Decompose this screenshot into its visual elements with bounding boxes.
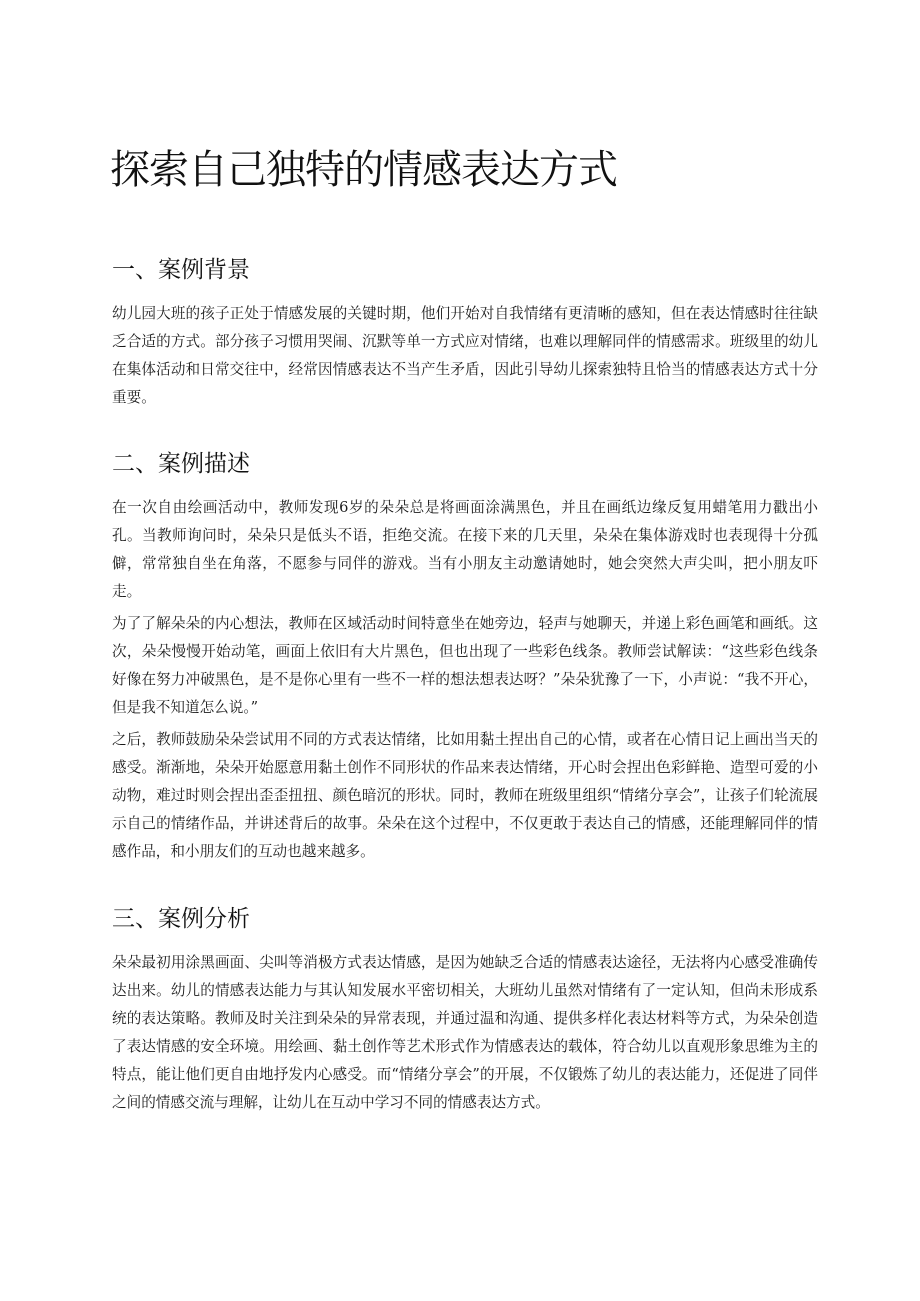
paragraph: 之后，教师鼓励朵朵尝试用不同的方式表达情绪，比如用黏土捏出自己的心情，或者在心情日记上画出当天的感受。渐渐地，朵朵开始愿意用黏土创作不同形状的作品来表达情绪，开心时会捏出色彩鲜艳、造型可爱的小动物，难过时则会捏出歪歪扭扭、颜色暗沉的形状。同时，教师在班级里组织“情绪分享会”，让孩子们轮流展示自己的情绪作品，并讲述背后的故事。朵朵在这个过程中，不仅更敢于表达自己的情感，还能理解同伴的情感作品，和小朋友们的互动也越来越多。 — [112, 731, 818, 860]
paragraph: 在一次自由绘画活动中，教师发现6岁的朵朵总是将画面涂满黑色，并且在画纸边缘反复用蜡笔用力戳出小孔。当教师询问时，朵朵只是低头不语，拒绝交流。在接下来的几天里，朵朵在集体游戏时也表现得十分孤僻，常常独自坐在角落，不愿参与同伴的游戏。当有小朋友主动邀请她时，她会突然大声尖叫，把小朋友吓走。 — [112, 499, 818, 600]
paragraph: 为了了解朵朵的内心想法，教师在区域活动时间特意坐在她旁边，轻声与她聊天，并递上彩色画笔和画纸。这次，朵朵慢慢开始动笔，画面上依旧有大片黑色，但也出现了一些彩色线条。教师尝试解读：“这些彩色线条好像在努力冲破黑色，是不是你心里有一些不一样的想法想表达呀？”朵朵犹豫了一下，小声说：“我不开心，但是我不知道怎么说。” — [112, 615, 818, 716]
section-case-description — [112, 448, 818, 870]
paragraph: 朵朵最初用涂黑画面、尖叫等消极方式表达情感，是因为她缺乏合适的情感表达途径，无法将内心感受准确传达出来。幼儿的情感表达能力与其认知发展水平密切相关，大班幼儿虽然对情绪有了一定认知，但尚未形成系统的表达策略。教师及时关注到朵朵的异常表现，并通过温和沟通、提供多样化表达材料等方式，为朵朵创造了表达情感的安全环境。用绘画、黏土创作等艺术形式作为情感表达的载体，符合幼儿以直观形象思维为主的特点，能让他们更自由地抒发内心感受。而“情绪分享会”的开展，不仅锻炼了幼儿的表达能力，还促进了同伴之间的情感交流与理解，让幼儿在互动中学习不同的情感表达方式。 — [112, 954, 818, 1111]
section-heading: 一、案例背景 — [112, 257, 250, 283]
section-case-analysis — [112, 903, 818, 1121]
document-title: 探索自己独特的情感表达方式 — [110, 147, 617, 193]
section-heading: 三、案例分析 — [112, 906, 250, 932]
paragraph: 幼儿园大班的孩子正处于情感发展的关键时期，他们开始对自我情绪有更清晰的感知，但在表达情感时往往缺乏合适的方式。部分孩子习惯用哭闹、沉默等单一方式应对情绪，也难以理解同伴的情感需求。班级里的幼儿在集体活动和日常交往中，经常因情感表达不当产生矛盾，因此引导幼儿探索独特且恰当的情感表达方式十分重要。 — [112, 305, 818, 406]
section-heading: 二、案例描述 — [112, 451, 250, 477]
section-case-background — [112, 254, 818, 416]
